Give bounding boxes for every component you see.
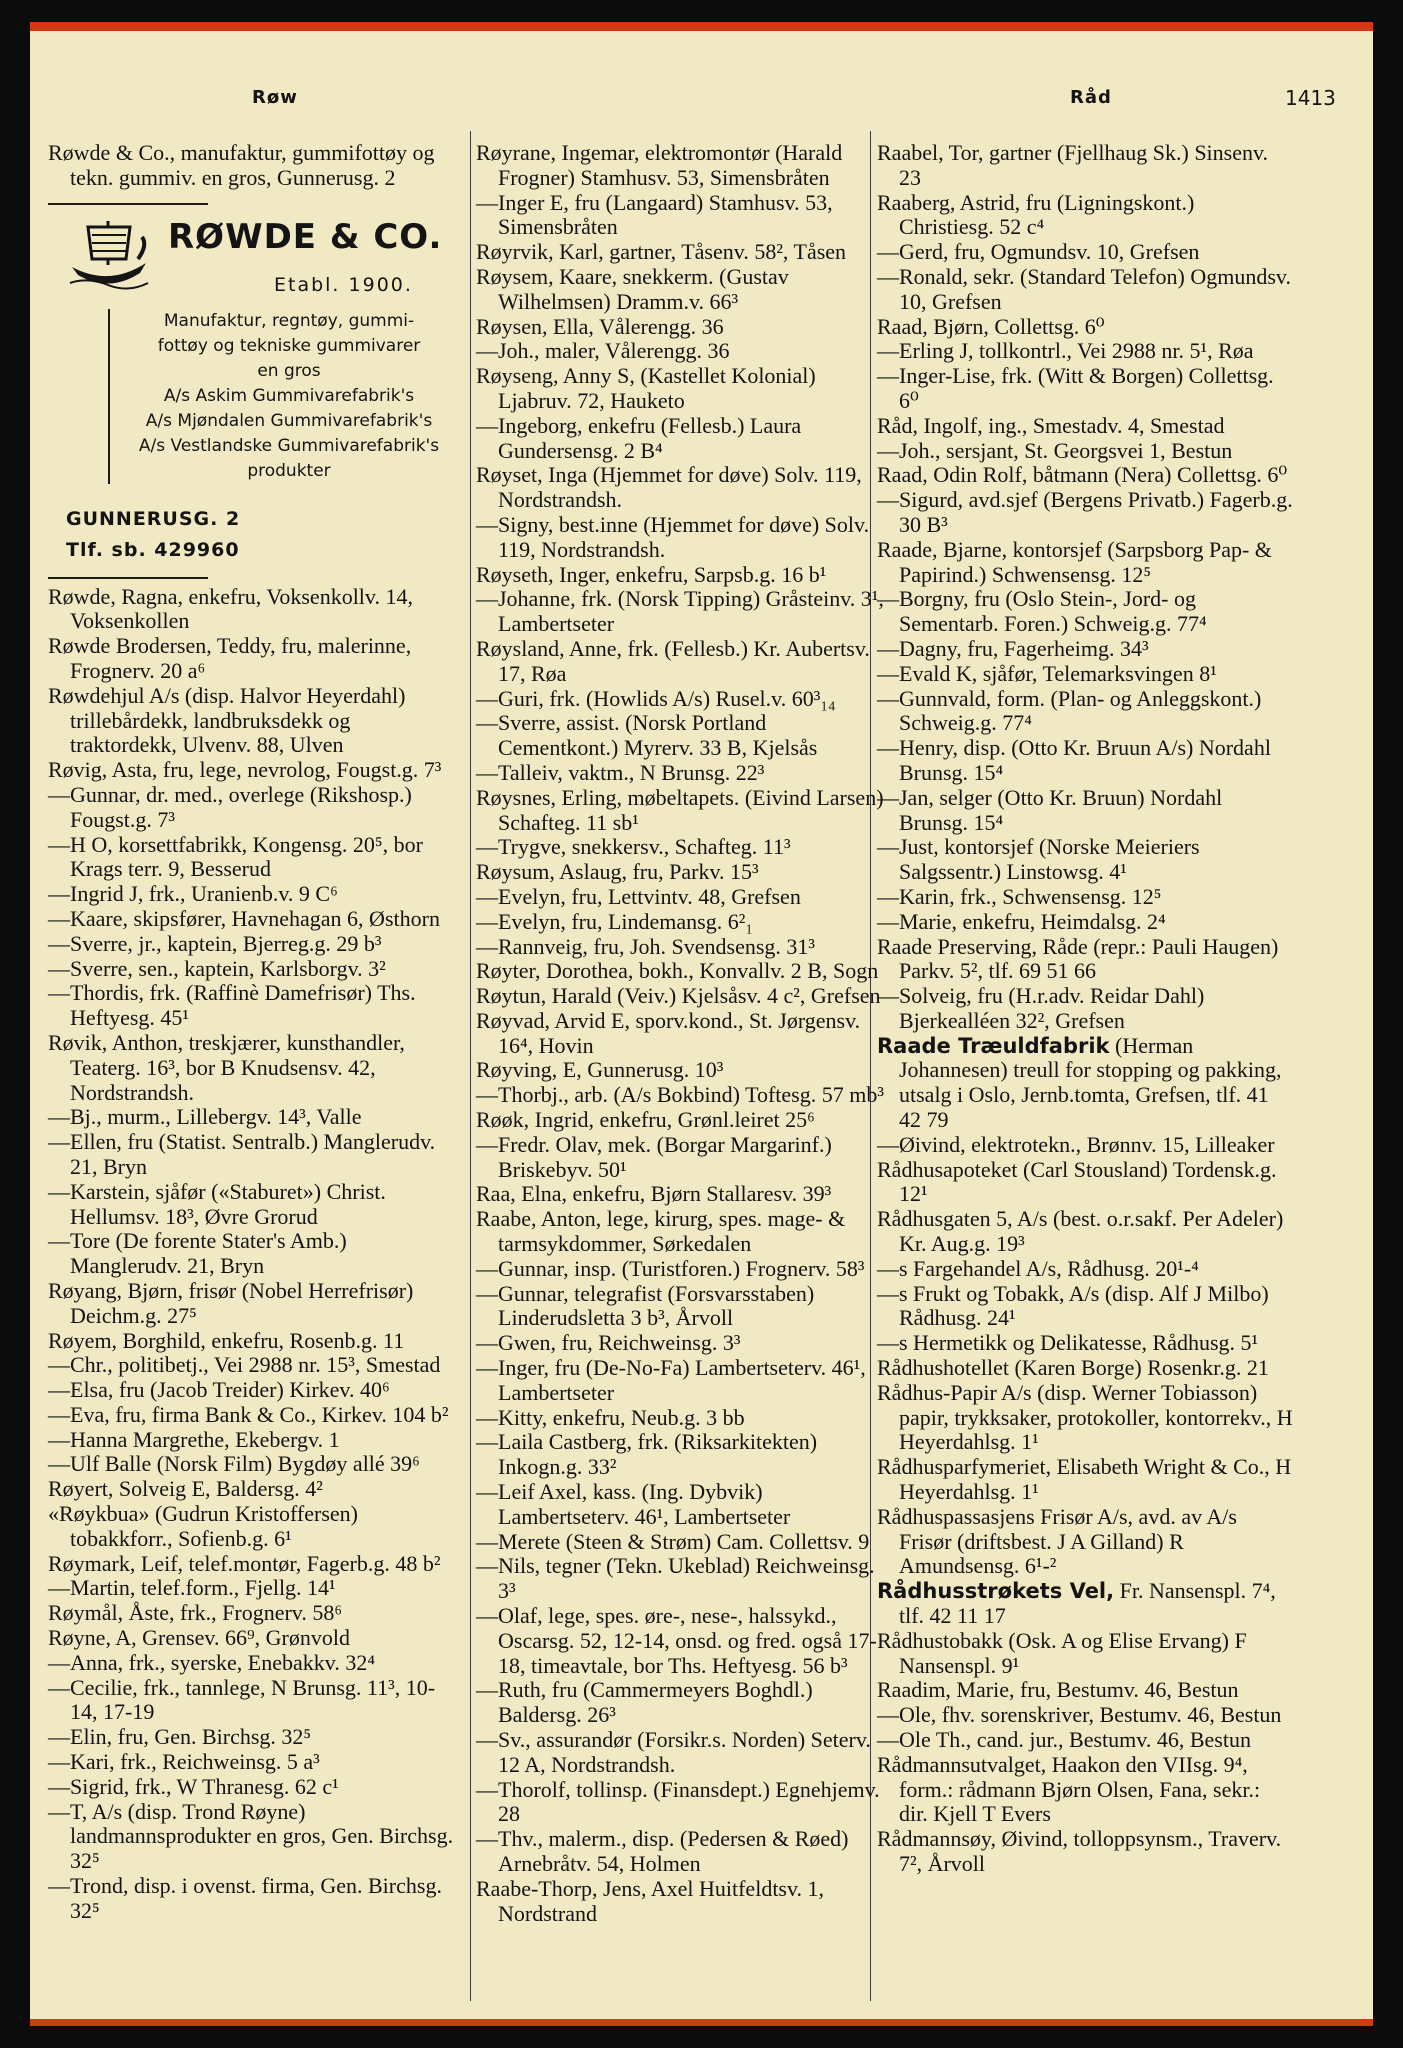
directory-entry: Rådhusstrøkets Vel, Fr. Nansenspl. 7⁴, tlf. 42 11 17 xyxy=(877,1578,1276,1629)
directory-entry: —Erling J, tollkontrl., Vei 2988 nr. 5¹, Røa xyxy=(877,338,1254,364)
directory-entry: Rådhus-Papir A/s (disp. Werner Tobiasson) papir, trykksaker, protokoller, kontorrekv., H Heyerdahlsg. 1¹ xyxy=(877,1379,1293,1455)
ad-rule xyxy=(48,577,208,579)
directory-entry: Røyne, A, Grensev. 66⁹, Grønvold xyxy=(48,1625,350,1651)
directory-entry: Røwde & Co., manufaktur, gummifottøy og tekn. gummiv. en gros, Gunnerusg. 2 xyxy=(48,140,435,190)
directory-entry: Røysen, Ella, Vålerengg. 36 xyxy=(476,313,724,339)
directory-entry: —Trond, disp. i ovenst. firma, Gen. Birchsg. 32⁵ xyxy=(48,1873,442,1923)
directory-entry: Røvik, Anthon, treskjærer, kunsthandler, Teaterg. 16³, bor B Knudsensv. 42, Nordstrandsh. xyxy=(48,1029,405,1105)
ad-line: produkter xyxy=(247,460,331,481)
directory-entry: —Kaare, skipsfører, Havnehagan 6, Østhorn xyxy=(48,905,440,931)
directory-entry: —Ellen, fru (Statist. Sentralb.) Manglerudv. 21, Bryn xyxy=(48,1129,436,1179)
ad-phone: Tlf. sb. 429960 xyxy=(66,538,240,561)
directory-entry: Røyem, Borghild, enkefru, Rosenb.g. 11 xyxy=(48,1327,405,1353)
directory-entry: Røyter, Dorothea, bokh., Konvallv. 2 B, Sogn xyxy=(476,958,879,984)
directory-entry: Røvig, Asta, fru, lege, nevrolog, Fougst.g. 7³ xyxy=(48,757,442,783)
directory-entry: —Sverre, jr., kaptein, Bjerreg.g. 29 b³ xyxy=(48,930,382,956)
directory-entry: Røwde, Ragna, enkefru, Voksenkollv. 14, Voksenkollen xyxy=(48,583,413,634)
directory-entry: —Kitty, enkefru, Neub.g. 3 bb xyxy=(476,1404,745,1430)
directory-entry: —Nils, tegner (Tekn. Ukeblad) Reichweinsg. 3³ xyxy=(476,1553,875,1604)
directory-entry: —s Fargehandel A/s, Rådhusg. 20¹-⁴ xyxy=(877,1255,1199,1281)
directory-entry: —Leif Axel, kass. (Ing. Dybvik) Lambertseterv. 46¹, Lambertseter xyxy=(476,1479,791,1529)
ad-established: Etabl. 1900. xyxy=(274,273,413,296)
directory-entry: Råd, Ingolf, ing., Smestadv. 4, Smestad xyxy=(877,412,1225,438)
directory-entry: —Fredr. Olav, mek. (Borgar Margarinf.) Briskebyv. 50¹ xyxy=(476,1131,832,1182)
directory-entry: —Guri, frk. (Howlids A/s) Rusel.v. 60³₁₄ xyxy=(476,685,836,711)
directory-entry: —Inger-Lise, frk. (Witt & Borgen) Collettsg. 6⁰ xyxy=(877,363,1274,413)
directory-entry: Røyseng, Anny S, (Kastellet Kolonial) Ljabruv. 72, Hauketo xyxy=(476,363,816,413)
directory-entry: Rådhustobakk (Osk. A og Elise Ervang) F Nansenspl. 9¹ xyxy=(877,1627,1247,1678)
directory-entry: —Ingrid J, frk., Uranienb.v. 9 C⁶ xyxy=(48,881,338,907)
directory-entry: Røyving, E, Gunnerusg. 10³ xyxy=(476,1057,724,1083)
directory-entry: —Cecilie, frk., tannlege, N Brunsg. 11³, 10-14, 17-19 xyxy=(48,1674,436,1725)
directory-entry: Røysem, Kaare, snekkerm. (Gustav Wilhelmsen) Dramm.v. 66³ xyxy=(476,263,789,314)
directory-entry: Rådmannsøy, Øivind, tolloppsynsm., Traverv. 7², Årvoll xyxy=(877,1826,1282,1876)
directory-entry: —Thorolf, tollinsp. (Finansdept.) Egnehjemv. 28 xyxy=(476,1776,880,1827)
directory-entry: Røymål, Åste, frk., Frognerv. 58⁶ xyxy=(48,1600,343,1626)
directory-entry: —Ingeborg, enkefru (Fellesb.) Laura Gundersensg. 2 B⁴ xyxy=(476,412,802,463)
directory-entry: —Kari, frk., Reichweinsg. 5 a³ xyxy=(48,1749,320,1775)
directory-entry: —Elin, fru, Gen. Birchsg. 32⁵ xyxy=(48,1724,312,1750)
directory-entry: —Karin, frk., Schwensensg. 12⁵ xyxy=(877,883,1162,909)
directory-entry: Rådhusparfymeriet, Elisabeth Wright & Co., H Heyerdahlsg. 1¹ xyxy=(877,1454,1292,1505)
directory-entry: Røysum, Aslaug, fru, Parkv. 15³ xyxy=(476,859,759,885)
directory-entry: Raade Preserving, Råde (repr.: Pauli Haugen) Parkv. 5², tlf. 69 51 66 xyxy=(877,933,1279,984)
directory-entry: —Gwen, fru, Reichweinsg. 3³ xyxy=(476,1330,741,1356)
ad-line: en gros xyxy=(257,360,321,381)
directory-entry: «Røykbua» (Gudrun Kristoffersen) tobakkforr., Sofienb.g. 6¹ xyxy=(48,1501,358,1551)
ad-street: GUNNERUSG. 2 xyxy=(66,507,241,530)
directory-entry: —Ronald, sekr. (Standard Telefon) Ogmundsv. 10, Grefsen xyxy=(877,263,1291,314)
directory-entry: —Laila Castberg, frk. (Riksarkitekten) Inkogn.g. 33² xyxy=(476,1429,818,1480)
directory-entry: —Signy, best.inne (Hjemmet for døve) Solv. 119, Nordstrandsh. xyxy=(476,511,870,562)
directory-entry: Rådhusapoteket (Carl Stousland) Tordensk.g. 12¹ xyxy=(877,1156,1277,1207)
column-1 xyxy=(48,141,459,1924)
directory-entry: —Thv., malerm., disp. (Pedersen & Røed) Arnebråtv. 54, Holmen xyxy=(476,1826,849,1876)
directory-entry: Raa, Elna, enkefru, Bjørn Stallaresv. 39³ xyxy=(476,1181,832,1207)
directory-entry: Røyert, Solveig E, Baldersg. 4² xyxy=(48,1476,323,1502)
directory-entry: Raade, Bjarne, kontorsjef (Sarpsborg Pap- & Papirind.) Schwensensg. 12⁵ xyxy=(877,536,1272,587)
directory-entry: —Hanna Margrethe, Ekebergv. 1 xyxy=(48,1426,340,1452)
advertisement-rowde xyxy=(48,215,459,585)
directory-entry: —Chr., politibetj., Vei 2988 nr. 15³, Smestad xyxy=(48,1352,441,1378)
column-1-top-entries xyxy=(48,141,459,191)
directory-entry: —Elsa, fru (Jacob Treider) Kirkev. 40⁶ xyxy=(48,1377,390,1403)
directory-entry: —Just, kontorsjef (Norske Meieriers Salgssentr.) Linstowsg. 4¹ xyxy=(877,834,1200,885)
page-number: 1413 xyxy=(1285,86,1336,110)
directory-entry: Røyset, Inga (Hjemmet for døve) Solv. 119, Nordstrandsh. xyxy=(476,462,862,513)
running-head-left: Røw xyxy=(252,87,298,108)
directory-entry: —Sverre, sen., kaptein, Karlsborgv. 3² xyxy=(48,955,386,981)
directory-entry: —Marie, enkefru, Heimdalsg. 2⁴ xyxy=(877,908,1166,934)
directory-entry: Røyrane, Ingemar, elektromontør (Harald Frogner) Stamhusv. 53, Simensbråten xyxy=(476,140,843,190)
directory-entry: —Henry, disp. (Otto Kr. Bruun A/s) Nordahl Brunsg. 15⁴ xyxy=(877,735,1271,785)
directory-entry: Røysnes, Erling, møbeltapets. (Eivind Larsen) Schafteg. 11 sb¹ xyxy=(476,784,884,835)
directory-entry: Rådhuspassasjens Frisør A/s, avd. av A/s Frisør (driftsbest. J A Gilland) R Amundsensg. 6¹-² xyxy=(877,1503,1237,1579)
directory-entry: —Inger, fru (De-No-Fa) Lambertseterv. 46¹, Lambertseter xyxy=(476,1355,866,1405)
directory-entry: —s Frukt og Tobakk, A/s (disp. Alf J Milbo) Rådhusg. 24¹ xyxy=(877,1280,1269,1331)
directory-entry: —T, A/s (disp. Trond Røyne) landmannsprodukter en gros, Gen. Birchsg. 32⁵ xyxy=(48,1798,454,1874)
directory-entry: —Jan, selger (Otto Kr. Bruun) Nordahl Brunsg. 15⁴ xyxy=(877,784,1223,835)
directory-entry: Røyang, Bjørn, frisør (Nobel Herrefrisør) Deichm.g. 27⁵ xyxy=(48,1277,414,1328)
directory-entry: —H O, korsettfabrikk, Kongensg. 20⁵, bor Krags terr. 9, Besserud xyxy=(48,831,423,882)
directory-entry: —Talleiv, vaktm., N Brunsg. 22³ xyxy=(476,759,765,785)
directory-entry: —Evald K, sjåfør, Telemarksvingen 8¹ xyxy=(877,660,1217,686)
directory-entry: Røyseth, Inger, enkefru, Sarpsb.g. 16 b¹ xyxy=(476,561,827,587)
directory-entry: —Thorbj., arb. (A/s Bokbind) Toftesg. 57 mb³ xyxy=(476,1082,884,1108)
directory-entry: Røwde Brodersen, Teddy, fru, malerinne, Frognerv. 20 a⁶ xyxy=(48,633,412,683)
column-1-entries xyxy=(48,585,459,1924)
directory-entry: —Bj., murm., Lillebergv. 14³, Valle xyxy=(48,1104,362,1130)
directory-entry: Raade Træuldfabrik (Herman Johannesen) treull for stopping og pakking, utsalg i Oslo, Jernb.tomta, Grefsen, tlf. 41 42 79 xyxy=(877,1032,1282,1133)
directory-entry: —Merete (Steen & Strøm) Cam. Collettsv. 9 xyxy=(476,1528,870,1554)
directory-entry: —s Hermetikk og Delikatesse, Rådhusg. 5¹ xyxy=(877,1330,1259,1356)
directory-entry: —Sv., assurandør (Forsikr.s. Norden) Seterv. 12 A, Nordstrandsh. xyxy=(476,1727,871,1777)
directory-entry: —Johanne, frk. (Norsk Tipping) Gråsteinv. 3¹, Lambertseter xyxy=(476,586,884,637)
directory-entry: Rådhushotellet (Karen Borge) Rosenkr.g. 21 xyxy=(877,1355,1269,1381)
directory-page xyxy=(30,22,1373,2026)
directory-entry: —Joh., sersjant, St. Georgsvei 1, Bestun xyxy=(877,437,1233,463)
directory-entry: —Evelyn, fru, Lindemansg. 6²₁ xyxy=(476,908,753,934)
ad-line: A/s Vestlandske Gummivarefabrik's xyxy=(138,435,440,456)
directory-entry: —Gunnar, telegrafist (Forsvarsstaben) Linderudsletta 3 b³, Årvoll xyxy=(476,1280,815,1331)
directory-entry: Rådhusgaten 5, A/s (best. o.r.sakf. Per Adeler) Kr. Aug.g. 19³ xyxy=(877,1206,1284,1257)
ad-line: fottøy og tekniske gummivarer xyxy=(157,335,421,356)
directory-entry: —Gunnar, insp. (Turistforen.) Frognerv. 58³ xyxy=(476,1255,865,1281)
directory-entry: Raabe-Thorp, Jens, Axel Huitfeldtsv. 1, Nordstrand xyxy=(476,1875,825,1926)
directory-entry: Raadim, Marie, fru, Bestumv. 46, Bestun xyxy=(877,1677,1239,1703)
directory-entry: —Gunnvald, form. (Plan- og Anleggskont.) Schweig.g. 77⁴ xyxy=(877,685,1262,736)
directory-entry: —Joh., maler, Vålerengg. 36 xyxy=(476,338,730,364)
directory-entry: Røytun, Harald (Veiv.) Kjelsåsv. 4 c², Grefsen xyxy=(476,983,881,1009)
directory-entry: —Anna, frk., syerske, Enebakkv. 32⁴ xyxy=(48,1649,375,1675)
directory-entry: Røyvad, Arvid E, sporv.kond., St. Jørgensv. 16⁴, Hovin xyxy=(476,1007,861,1058)
column-divider xyxy=(470,131,471,2001)
directory-entry: —Eva, fru, firma Bank & Co., Kirkev. 104 b² xyxy=(48,1401,449,1427)
column-3 xyxy=(877,141,1293,1877)
directory-entry: Raad, Odin Rolf, båtmann (Nera) Collettsg. 6⁰ xyxy=(877,462,1288,488)
running-head-center: Råd xyxy=(1070,87,1112,108)
directory-entry: —Karstein, sjåfør («Staburet») Christ. Hellumsv. 18³, Øvre Grorud xyxy=(48,1178,386,1229)
ad-line: A/s Askim Gummivarefabrik's xyxy=(163,385,415,406)
directory-entry: Raad, Bjørn, Collettsg. 6⁰ xyxy=(877,313,1105,339)
ad-line: Manufaktur, regntøy, gummi- xyxy=(163,310,415,331)
directory-entry: Raabe, Anton, lege, kirurg, spes. mage- & tarmsykdommer, Sørkedalen xyxy=(476,1206,846,1257)
directory-entry: —Solveig, fru (H.r.adv. Reidar Dahl) Bjerkealléen 32², Grefsen xyxy=(877,983,1205,1033)
ad-title: RØWDE & CO. xyxy=(168,216,443,257)
column-2 xyxy=(476,141,887,1926)
directory-entry: —Trygve, snekkersv., Schafteg. 11³ xyxy=(476,834,791,860)
directory-entry: Raabel, Tor, gartner (Fjellhaug Sk.) Sinsenv. 23 xyxy=(877,140,1269,190)
directory-entry: —Sverre, assist. (Norsk Portland Cementkont.) Myrerv. 33 B, Kjelsås xyxy=(476,710,818,761)
directory-entry: Røysland, Anne, frk. (Fellesb.) Kr. Aubertsv. 17, Røa xyxy=(476,635,870,686)
ad-body xyxy=(108,309,458,484)
ad-rule xyxy=(48,203,208,205)
directory-entry: —Tore (De forente Stater's Amb.) Manglerudv. 21, Bryn xyxy=(48,1228,347,1279)
directory-entry: —Borgny, fru (Oslo Stein-, Jord- og Sementarb. Foren.) Schweig.g. 77⁴ xyxy=(877,586,1207,637)
directory-entry: Røwdehjul A/s (disp. Halvor Heyerdahl) trillebårdekk, landbruksdekk og traktordekk, Ulvenv. 88, Ulven xyxy=(48,682,406,758)
directory-entry: —Rannveig, fru, Joh. Svendsensg. 31³ xyxy=(476,933,816,959)
directory-entry: —Evelyn, fru, Lettvintv. 48, Grefsen xyxy=(476,883,801,909)
directory-entry: Røøk, Ingrid, enkefru, Grønl.leiret 25⁶ xyxy=(476,1107,815,1133)
viking-ship-icon xyxy=(68,215,150,293)
directory-entry: Røymark, Leif, telef.montør, Fagerb.g. 48 b² xyxy=(48,1550,441,1576)
ad-line: A/s Mjøndalen Gummivarefabrik's xyxy=(145,410,433,431)
directory-entry: —Thordis, frk. (Raffinè Damefrisør) Ths. Heftyesg. 45¹ xyxy=(48,980,416,1031)
directory-entry: —Inger E, fru (Langaard) Stamhusv. 53, Simensbråten xyxy=(476,189,833,240)
directory-entry: —Ole Th., cand. jur., Bestumv. 46, Bestun xyxy=(877,1727,1251,1752)
directory-entry: —Ruth, fru (Cammermeyers Boghdl.) Baldersg. 26³ xyxy=(476,1677,813,1728)
directory-entry: Rådmannsutvalget, Haakon den VIIsg. 9⁴, form.: rådmann Bjørn Olsen, Fana, sekr.: dir. Kjell T Evers xyxy=(877,1751,1261,1827)
directory-entry: —Gerd, fru, Ogmundsv. 10, Grefsen xyxy=(877,239,1200,265)
directory-entry: —Ulf Balle (Norsk Film) Bygdøy allé 39⁶ xyxy=(48,1451,420,1477)
directory-entry: —Ole, fhv. sorenskriver, Bestumv. 46, Bestun xyxy=(877,1702,1282,1728)
directory-entry: —Øivind, elektrotekn., Brønnv. 15, Lilleaker xyxy=(877,1131,1275,1157)
directory-entry: Røyrvik, Karl, gartner, Tåsenv. 58², Tåsen xyxy=(476,239,847,265)
directory-entry: —Olaf, lege, spes. øre-, nese-, halssykd., Oscarsg. 52, 12-14, onsd. og fred. også 17-18, timeavtale, bor Ths. Heftyesg. 56 b³ xyxy=(476,1603,877,1678)
directory-entry: —Dagny, fru, Fagerheimg. 34³ xyxy=(877,635,1149,661)
directory-entry: Raaberg, Astrid, fru (Ligningskont.) Christiesg. 52 c⁴ xyxy=(877,189,1195,240)
directory-entry: —Sigrid, frk., W Thranesg. 62 c¹ xyxy=(48,1773,339,1799)
directory-entry: —Martin, telef.form., Fjellg. 14¹ xyxy=(48,1575,336,1601)
directory-entry: —Sigurd, avd.sjef (Bergens Privatb.) Fagerb.g. 30 B³ xyxy=(877,487,1293,537)
directory-entry: —Gunnar, dr. med., overlege (Rikshosp.) Fougst.g. 7³ xyxy=(48,781,412,832)
